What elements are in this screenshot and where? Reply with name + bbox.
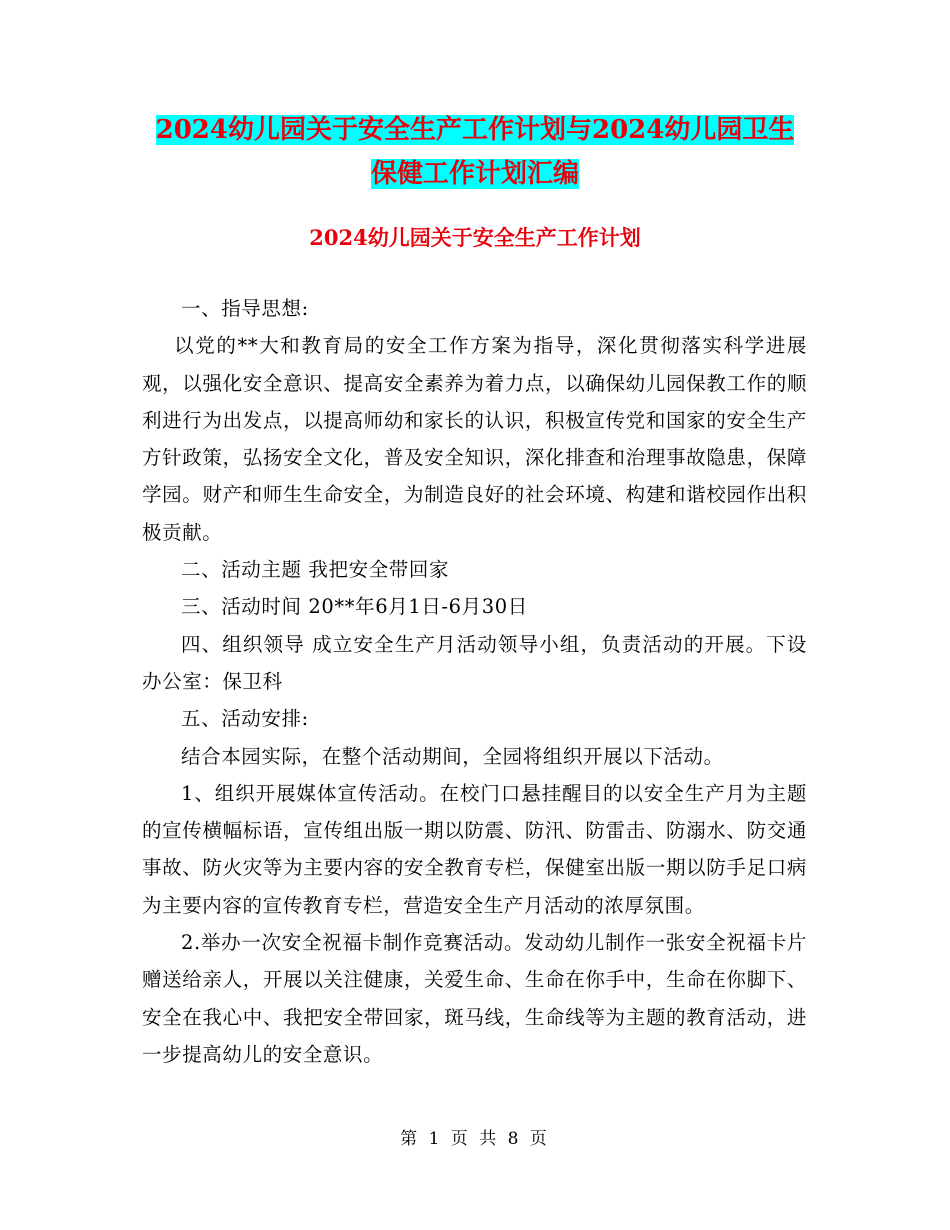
document-title-line-2: 保健工作计划汇编: [370, 159, 579, 189]
paragraph-guiding-ideology: 以党的**大和教育局的安全工作方案为指导，深化贯彻落实科学进展观，以强化安全意识、提高安全素养为着力点，以确保幼儿园保教工作的顺利进行为出发点，以提高师幼和家长的认识，积极宣传党和国家的安全生产方针政策，弘扬安全文化，普及安全知识，深化排查和治理事故隐患，保障学园。财产和师生生命安全，为制造良好的社会环境、构建和谐校园作出积极贡献。: [142, 334, 807, 544]
heading-activity-arrangement: 五、活动安排:: [181, 707, 309, 731]
document-body: [142, 290, 807, 1073]
paragraph-activity-1: 1、组织开展媒体宣传活动。在校门口悬挂醒目的以安全生产月为主题的宣传横幅标语，宣传组出版一期以防震、防汛、防雷击、防溺水、防交通事故、防火灾等为主要内容的安全教育专栏，保健室出版一期以防手足口病为主要内容的宣传教育专栏，营造安全生产月活动的浓厚氛围。: [142, 781, 807, 917]
paragraph-activity-time: 三、活动时间 20**年6月1日-6月30日: [181, 595, 528, 619]
heading-guiding-ideology: 一、指导思想:: [181, 297, 309, 320]
document-title-line-1: 2024幼儿园关于安全生产工作计划与2024幼儿园卫生: [155, 115, 795, 145]
paragraph-organization: 四、组织领导 成立安全生产月活动领导小组，负责活动的开展。下设办公室：保卫科: [142, 632, 807, 693]
paragraph-arrangement-intro: 结合本园实际，在整个活动期间，全园将组织开展以下活动。: [181, 744, 724, 768]
page-footer: 第 1 页 共 8 页: [400, 1129, 550, 1149]
paragraph-activity-2: 2.举办一次安全祝福卡制作竞赛活动。发动幼儿制作一张安全祝福卡片赠送给亲人，开展以关注健康，关爱生命、生命在你手中，生命在你脚下、安全在我心中、我把安全带回家，斑马线，生命线等为主题的教育活动，进一步提高幼儿的安全意识。: [142, 931, 807, 1066]
paragraph-activity-theme: 二、活动主题 我把安全带回家: [181, 558, 450, 582]
section-title: 2024幼儿园关于安全生产工作计划: [309, 225, 641, 250]
